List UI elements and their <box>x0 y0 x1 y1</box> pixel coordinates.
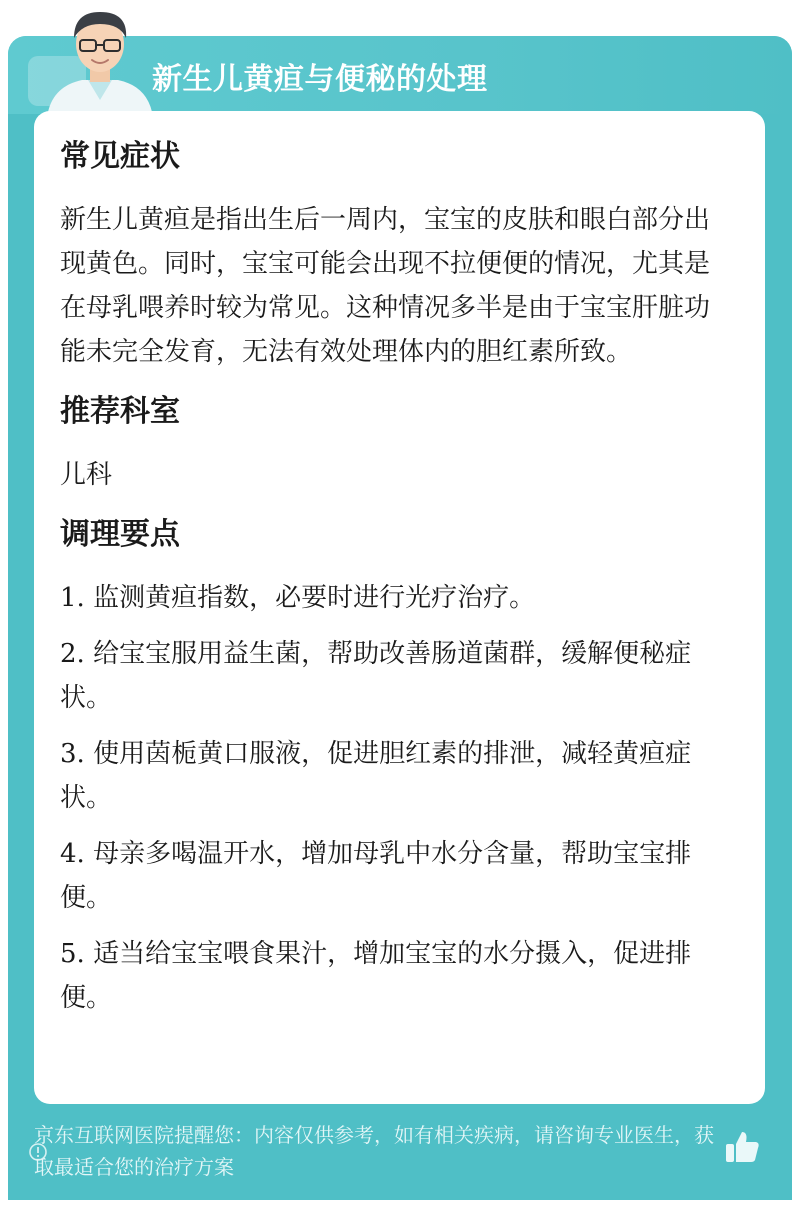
step-number: 2. <box>60 639 85 669</box>
step-number: 3. <box>60 739 85 769</box>
care-step-3 <box>60 732 730 820</box>
footer-notice: 京东互联网医院提醒您：内容仅供参考，如有相关疾病，请咨询专业医生，获取最适合您的治疗方案 <box>34 1123 714 1179</box>
care-step-1 <box>60 576 730 620</box>
section-title-symptoms: 常见症状 <box>60 139 180 174</box>
step-text: 使用茵栀黄口服液，促进胆红素的排泄，减轻黄疸症状。 <box>60 739 692 813</box>
section-title-department: 推荐科室 <box>60 394 180 429</box>
card-content <box>60 135 730 1032</box>
page-title: 新生儿黄疸与便秘的处理 <box>152 62 488 97</box>
symptoms-paragraph: 新生儿黄疸是指出生后一周内，宝宝的皮肤和眼白部分出现黄色。同时，宝宝可能会出现不拉便便的情况，尤其是在母乳喂养时较为常见。这种情况多半是由于宝宝肝脏功能未完全发育，无法有效处理体内的胆红素所致。 <box>60 205 711 367</box>
thumbs-up-icon[interactable] <box>722 1128 762 1168</box>
step-number: 1. <box>60 583 85 613</box>
doctor-avatar <box>40 0 160 112</box>
step-text: 给宝宝服用益生菌，帮助改善肠道菌群，缓解便秘症状。 <box>60 639 692 713</box>
content-card <box>34 111 765 1104</box>
department-value: 儿科 <box>60 460 113 490</box>
step-text: 适当给宝宝喂食果汁，增加宝宝的水分摄入，促进排便。 <box>60 939 692 1013</box>
step-text: 母亲多喝温开水，增加母乳中水分含量，帮助宝宝排便。 <box>60 839 692 913</box>
care-step-2 <box>60 632 730 720</box>
step-text: 监测黄疸指数，必要时进行光疗治疗。 <box>93 583 536 613</box>
care-step-4 <box>60 832 730 920</box>
step-number: 5. <box>60 939 85 969</box>
section-title-care-points: 调理要点 <box>60 517 180 552</box>
step-number: 4. <box>60 839 85 869</box>
care-step-5 <box>60 932 730 1020</box>
